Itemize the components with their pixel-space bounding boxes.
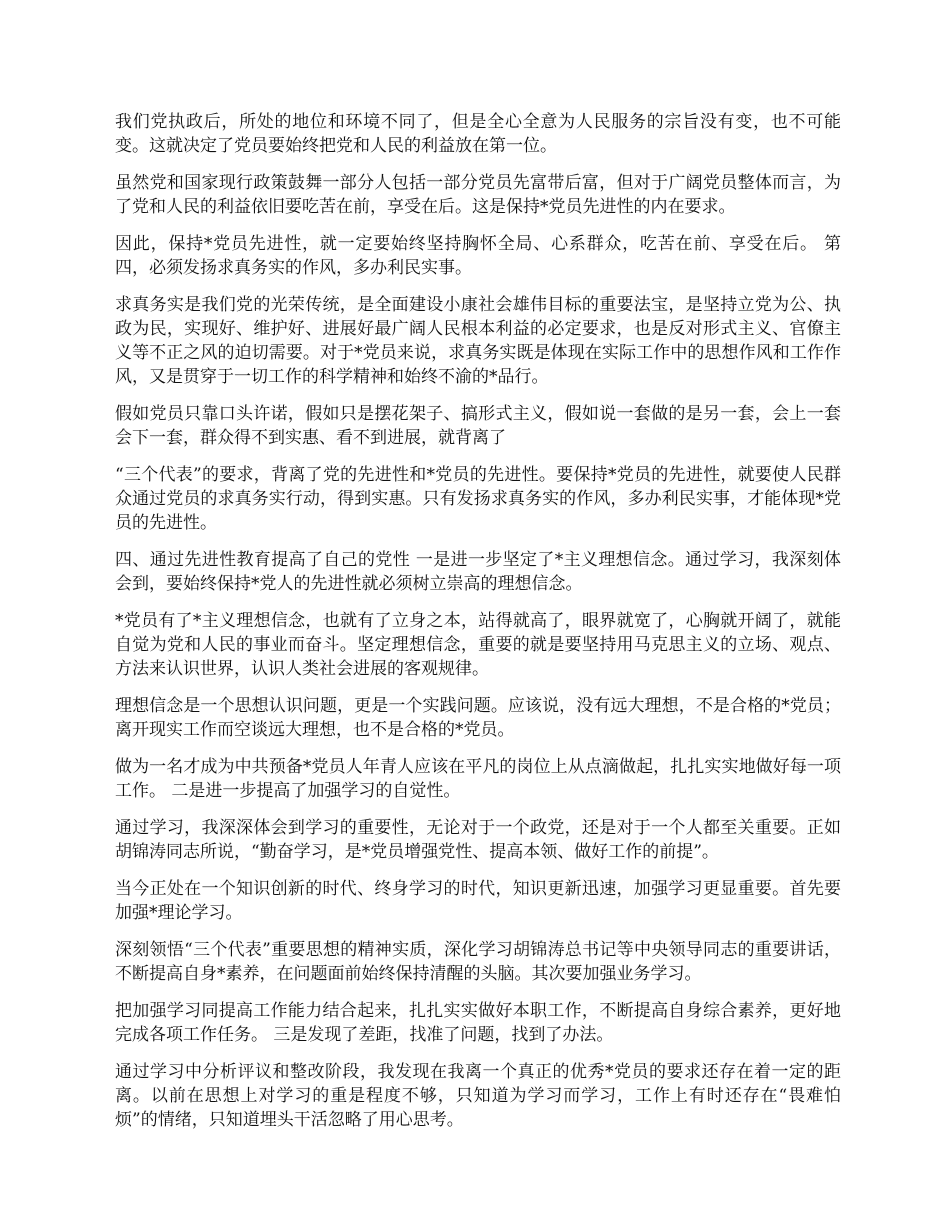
paragraph: 因此，保持*党员先进性，就一定要始终坚持胸怀全局、心系群众，吃苦在前、享受在后。 第四，必须发扬求真务实的作风，多办利民实事。 [115, 234, 841, 278]
paragraph: 假如党员只靠口头许诺，假如只是摆花架子、搞形式主义，假如说一套做的是另一套，会上一套会下一套，群众得不到实惠、看不到进展，就背离了 [115, 404, 841, 448]
paragraph: 把加强学习同提高工作能力结合起来，扎扎实实做好本职工作，不断提高自身综合素养，更好地完成各项工作任务。 三是发现了差距，找准了问题，找到了办法。 [115, 1001, 841, 1045]
paragraph: 我们党执政后，所处的地位和环境不同了，但是全心全意为人民服务的宗旨没有变，也不可能变。这就决定了党员要始终把党和人民的利益放在第一位。 [115, 112, 841, 156]
paragraph: 做为一名才成为中共预备*党员人年青人应该在平凡的岗位上从点滴做起，扎扎实实地做好每一项工作。 二是进一步提高了加强学习的自觉性。 [115, 757, 841, 801]
paragraph: *党员有了*主义理想信念，也就有了立身之本，站得就高了，眼界就宽了，心胸就开阔了，就能自觉为党和人民的事业而奋斗。坚定理想信念，重要的就是要坚持用马克思主义的立场、观点、方法来认识世界，认识人类社会进展的客观规律。 [115, 611, 841, 679]
document-body [115, 110, 841, 1145]
paragraph: 深刻领悟“三个代表”重要思想的精神实质，深化学习胡锦涛总书记等中央领导同志的重要讲话，不断提高自身*素养，在问题面前始终保持清醒的头脑。其次要加强业务学习。 [115, 940, 841, 984]
paragraph: 通过学习，我深深体会到学习的重要性，无论对于一个政党，还是对于一个人都至关重要。正如胡锦涛同志所说，“勤奋学习，是*党员增强党性、提高本领、做好工作的前提”。 [115, 818, 841, 862]
paragraph: 四、通过先进性教育提高了自己的党性 一是进一步坚定了*主义理想信念。通过学习，我深刻体会到，要始终保持*党人的先进性就必须树立崇高的理想信念。 [115, 550, 841, 594]
paragraph: 求真务实是我们党的光荣传统，是全面建设小康社会雄伟目标的重要法宝，是坚持立党为公、执政为民，实现好、维护好、进展好最广阔人民根本利益的必定要求，也是反对形式主义、官僚主义等不正之风的迫切需要。对于*党员来说，求真务实既是体现在实际工作中的思想作风和工作作风，又是贯穿于一切工作的科学精神和始终不渝的*品行。 [115, 295, 841, 387]
paragraph: “三个代表”的要求，背离了党的先进性和*党员的先进性。要保持*党员的先进性，就要使人民群众通过党员的求真务实行动，得到实惠。只有发扬求真务实的作风，多办利民实事，才能体现*党员的先进性。 [115, 465, 841, 533]
paragraph: 虽然党和国家现行政策鼓舞一部分人包括一部分党员先富带后富，但对于广阔党员整体而言，为了党和人民的利益依旧要吃苦在前，享受在后。这是保持*党员先进性的内在要求。 [115, 173, 841, 217]
paragraph: 理想信念是一个思想认识问题，更是一个实践问题。应该说，没有远大理想，不是合格的*党员；离开现实工作而空谈远大理想，也不是合格的*党员。 [115, 696, 841, 740]
paragraph: 当今正处在一个知识创新的时代、终身学习的时代，知识更新迅速，加强学习更显重要。首先要加强*理论学习。 [115, 879, 841, 923]
paragraph: 通过学习中分析评议和整改阶段，我发现在我离一个真正的优秀*党员的要求还存在着一定的距离。以前在思想上对学习的重是程度不够，只知道为学习而学习，工作上有时还存在“畏难怕烦”的情绪，只知道埋头干活忽略了用心思考。 [115, 1062, 841, 1130]
